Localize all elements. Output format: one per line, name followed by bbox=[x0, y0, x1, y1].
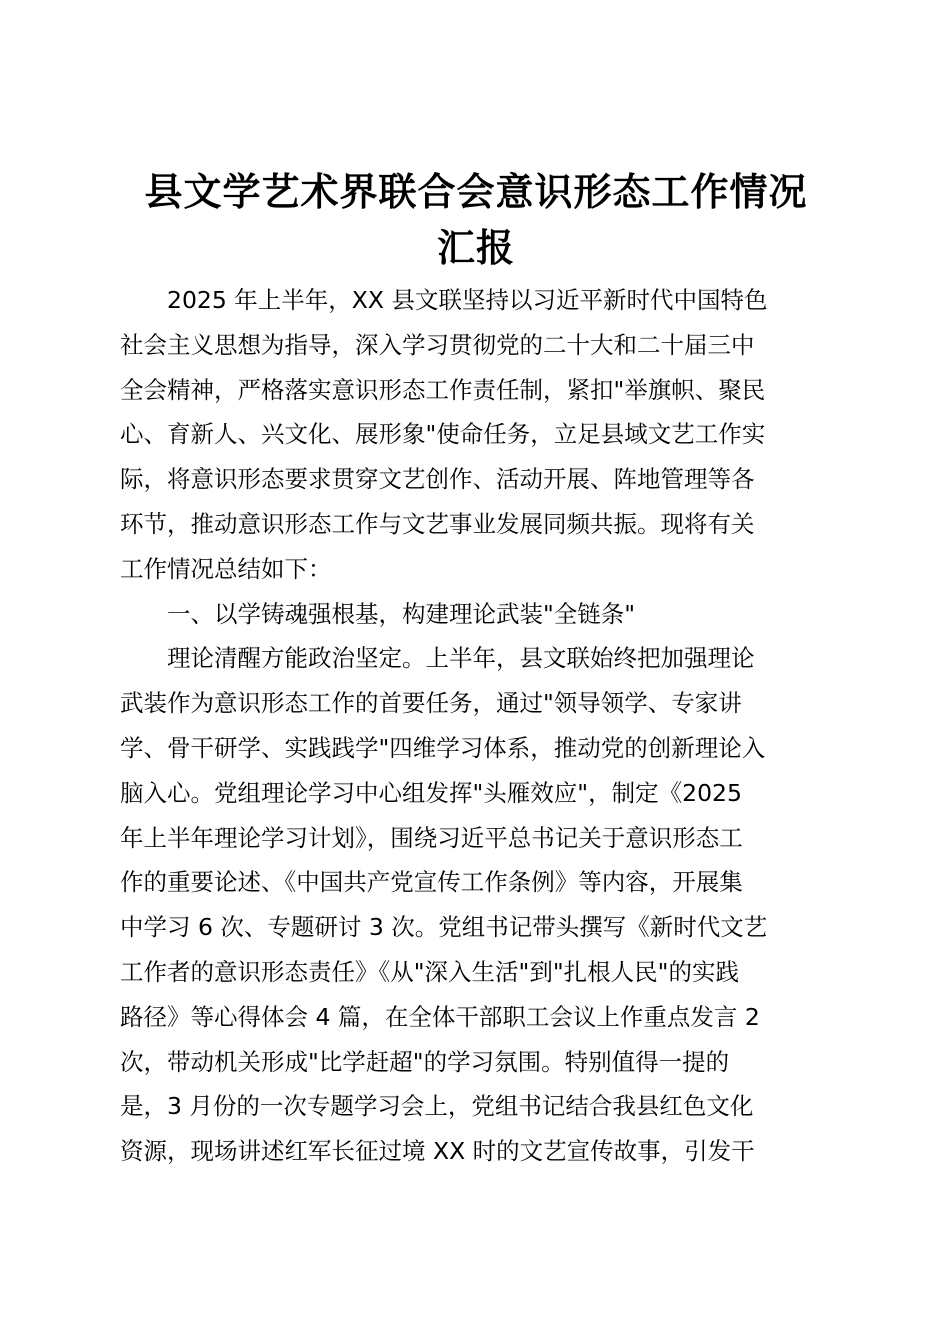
title-line: 汇报 bbox=[436, 225, 515, 270]
document-title bbox=[120, 164, 832, 276]
title-line: 县文学艺术界联合会意识形态工作情况 bbox=[144, 169, 808, 214]
paragraph-line: 际，将意识形态要求贯穿文艺创作、活动开展、阵地管理等各 bbox=[120, 465, 755, 494]
paragraph-line: 是，3 月份的一次专题学习会上，党组书记结合我县红色文化 bbox=[120, 1092, 754, 1121]
paragraph-line: 工作者的意识形态责任》《从"深入生活"到"扎根人民"的实践 bbox=[120, 957, 739, 986]
paragraph-line: 环节，推动意识形态工作与文艺事业发展同频共振。现将有关 bbox=[120, 509, 755, 538]
paragraph-line: 脑入心。党组理论学习中心组发挥"头雁效应"，制定《2025 bbox=[120, 778, 742, 807]
paragraph-line: 中学习 6 次、专题研讨 3 次。党组书记带头撰写《新时代文艺 bbox=[120, 913, 768, 942]
paragraph-line: 资源，现场讲述红军长征过境 XX 时的文艺宣传故事，引发干 bbox=[120, 1137, 755, 1166]
heading-line: 一、以学铸魂强根基，构建理论武装"全链条" bbox=[167, 599, 636, 628]
paragraph-line: 全会精神，严格落实意识形态工作责任制，紧扣"举旗帜、聚民 bbox=[120, 375, 766, 404]
paragraph-line: 作的重要论述、《中国共产党宣传工作条例》等内容，开展集 bbox=[120, 868, 743, 897]
paragraph-line: 路径》等心得体会 4 篇，在全体干部职工会议上作重点发言 2 bbox=[120, 1002, 760, 1031]
section-heading bbox=[120, 592, 832, 637]
document-body bbox=[120, 278, 832, 1174]
paragraph-line: 学、骨干研学、实践践学"四维学习体系，推动党的创新理论入 bbox=[120, 733, 766, 762]
paragraph-line: 心、育新人、兴文化、展形象"使命任务，立足县域文艺工作实 bbox=[120, 420, 766, 449]
document-content bbox=[120, 164, 832, 1174]
paragraph-line: 年上半年理论学习计划》，围绕习近平总书记关于意识形态工 bbox=[120, 823, 743, 852]
paragraph-line: 理论清醒方能政治坚定。上半年，县文联始终把加强理论 bbox=[167, 644, 755, 673]
paragraph-line: 2025 年上半年，XX 县文联坚持以习近平新时代中国特色 bbox=[167, 286, 768, 314]
paragraph-line: 工作情况总结如下： bbox=[120, 554, 332, 583]
paragraph-line: 次，带动机关形成"比学赶超"的学习氛围。特别值得一提的 bbox=[120, 1047, 730, 1076]
section-paragraph bbox=[120, 636, 832, 1174]
intro-paragraph bbox=[120, 278, 832, 592]
paragraph-line: 武装作为意识形态工作的首要任务，通过"领导领学、专家讲 bbox=[120, 689, 742, 718]
paragraph-line: 社会主义思想为指导，深入学习贯彻党的二十大和二十届三中 bbox=[120, 330, 755, 359]
